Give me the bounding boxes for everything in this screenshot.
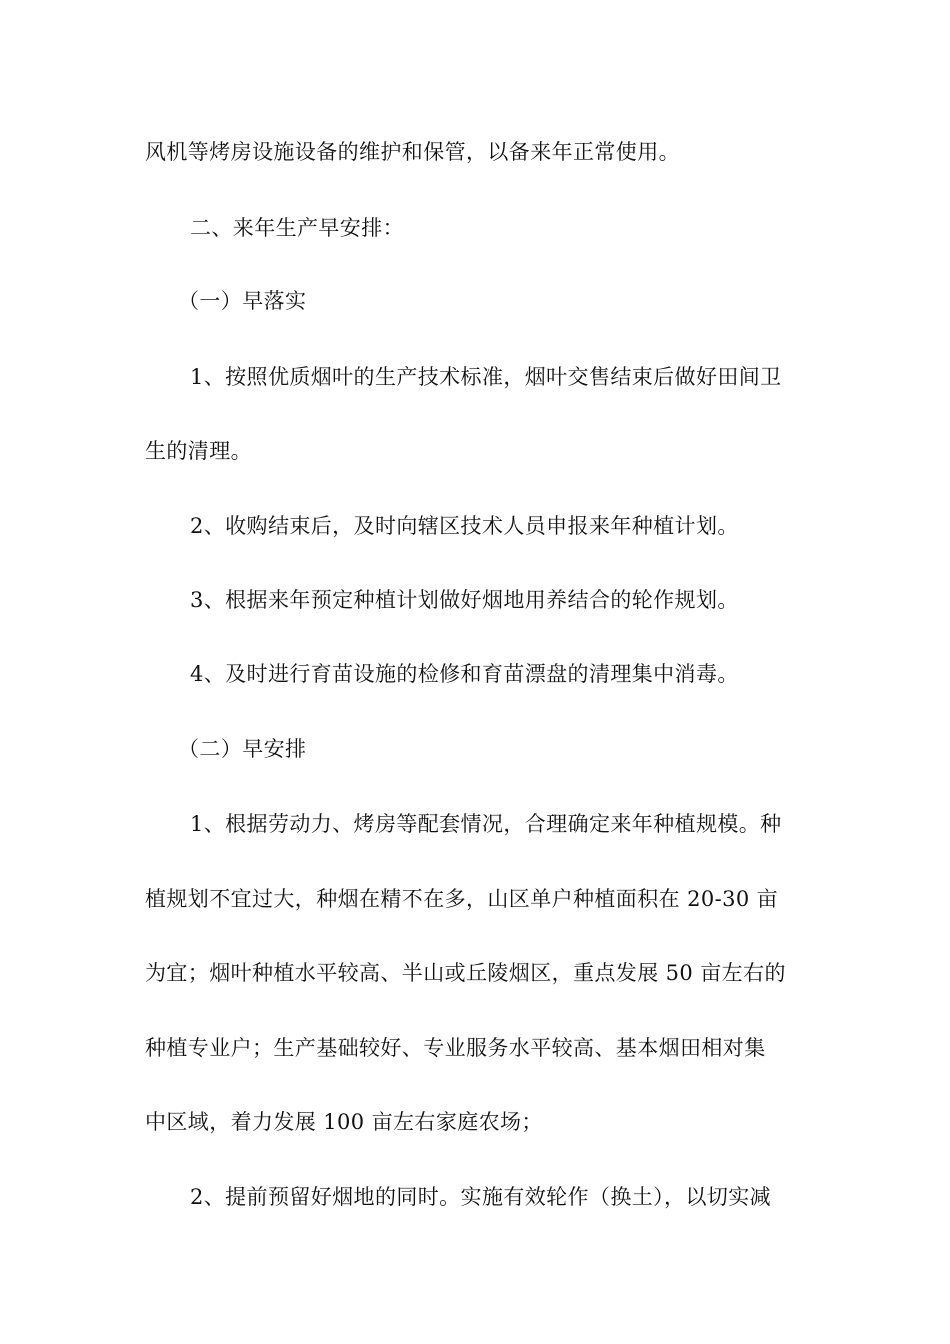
list-item-text: 4、及时进行育苗设施的检修和育苗漂盘的清理集中消毒。 xyxy=(190,662,739,686)
list-item-text: 1、根据劳动力、烤房等配套情况，合理确定来年种植规模。种 xyxy=(190,812,782,836)
list-item-text: 3、根据来年预定种植计划做好烟地用养结合的轮作规划。 xyxy=(190,588,739,612)
body-text-line: 种植专业户；生产基础较好、专业服务水平较高、基本烟田相对集 xyxy=(145,1036,766,1060)
body-text-line: 生的清理。 xyxy=(145,439,252,463)
body-text-line: 为宜；烟叶种植水平较高、半山或丘陵烟区，重点发展 50 亩左右的 xyxy=(145,961,786,985)
body-text-line: 中区域，着力发展 100 亩左右家庭农场； xyxy=(145,1110,543,1134)
body-text-line: 植规划不宜过大，种烟在精不在多，山区单户种植面积在 20-30 亩 xyxy=(145,887,779,911)
body-text-line: 风机等烤房设施设备的维护和保管，以备来年正常使用。 xyxy=(145,140,680,164)
list-item-text: 2、提前预留好烟地的同时。实施有效轮作（换土），以切实减 xyxy=(190,1185,772,1209)
list-item-text: 2、收购结束后，及时向辖区技术人员申报来年种植计划。 xyxy=(190,514,739,538)
list-item-text: 1、按照优质烟叶的生产技术标准，烟叶交售结束后做好田间卫 xyxy=(190,365,782,389)
section-heading: 二、来年生产早安排： xyxy=(190,216,404,240)
subsection-heading: （一）早落实 xyxy=(178,289,307,313)
subsection-heading: （二）早安排 xyxy=(178,737,307,761)
